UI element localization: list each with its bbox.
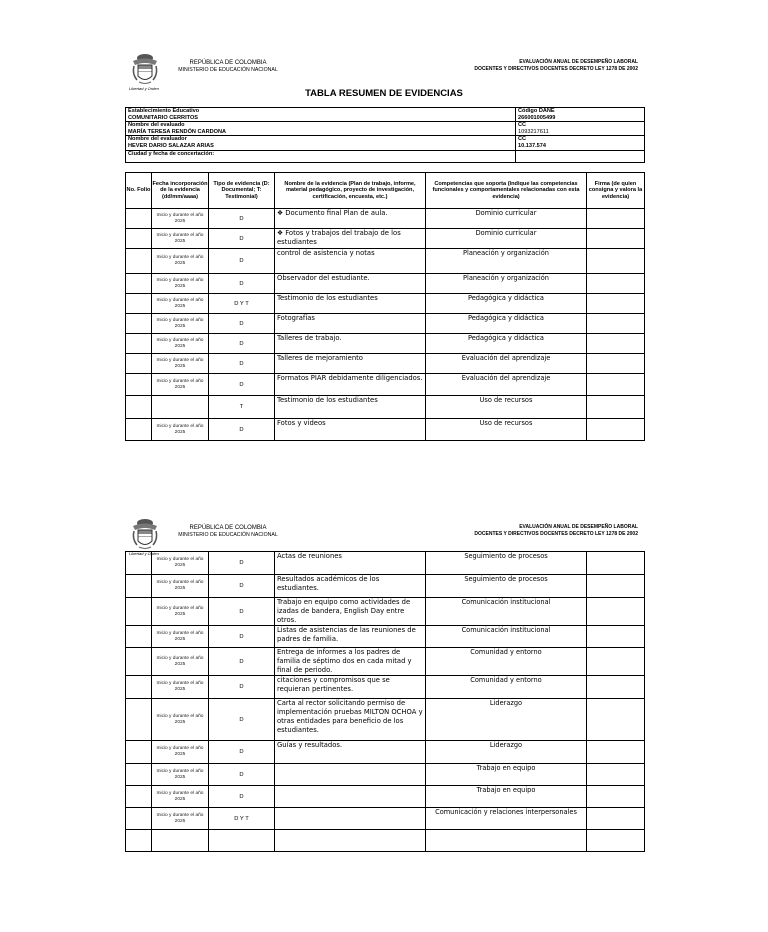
tipo-cell: T — [209, 396, 275, 419]
fecha-cell: Inicio y durante el año 2025 — [152, 786, 209, 808]
firma-cell — [587, 419, 645, 441]
republic-heading — [176, 525, 280, 539]
table-row — [126, 274, 645, 294]
evaluado-label: Nombre del evaluado — [128, 122, 185, 129]
table-row — [126, 419, 645, 441]
folio-cell — [126, 626, 152, 648]
seal-caption: Libertad y Orden — [129, 86, 159, 91]
evidence-table-2 — [125, 551, 645, 852]
nombre-cell: Entrega de informes a los padres de familia de séptimo dos en cada mitad y final de periodo. — [275, 648, 426, 676]
table-row — [126, 626, 645, 648]
tipo-cell: D — [209, 626, 275, 648]
tipo-cell: D — [209, 575, 275, 598]
firma-cell — [587, 699, 645, 741]
tipo-cell: D — [209, 419, 275, 441]
competencia-cell: Pedagógica y didáctica — [426, 314, 587, 334]
folio-cell — [126, 374, 152, 396]
nombre-cell: Guías y resultados. — [275, 741, 426, 764]
competencia-cell: Planeación y organización — [426, 274, 587, 294]
folio-cell — [126, 396, 152, 419]
folio-cell — [126, 699, 152, 741]
fecha-cell: Inicio y durante el año 2025 — [152, 552, 209, 575]
competencia-cell: Liderazgo — [426, 699, 587, 741]
competencia-cell: Trabajo en equipo — [426, 786, 587, 808]
nombre-cell: Actas de reuniones — [275, 552, 426, 575]
dane-label: Código DANE — [518, 108, 555, 114]
folio-cell — [126, 229, 152, 249]
firma-cell — [587, 229, 645, 249]
fecha-cell: Inicio y durante el año 2025 — [152, 699, 209, 741]
tipo-cell: D — [209, 598, 275, 626]
evaluation-heading — [474, 524, 638, 538]
table-row — [126, 808, 645, 830]
competencia-cell: Seguimiento de procesos — [426, 552, 587, 575]
table-row — [126, 229, 645, 249]
header-nombre: Nombre de la evidencia (Plan de trabajo, informe, material pedagógico, proyecto de investigación, certificación, encuesta, etc.) — [275, 173, 426, 209]
firma-cell — [587, 648, 645, 676]
tipo-cell: D — [209, 699, 275, 741]
seal-caption: Libertad y Orden — [129, 551, 159, 556]
header-competencias: Competencias que soporta (Indique las competencias funcionales y comportamentales relacionadas con esta evidencia) — [426, 173, 587, 209]
competencia-cell: Evaluación del aprendizaje — [426, 354, 587, 374]
fecha-cell — [152, 830, 209, 852]
evaluador-label: Nombre del evaluador — [128, 136, 187, 143]
firma-cell — [587, 374, 645, 396]
dane-value: 266001005499 — [518, 114, 556, 121]
ciudad-cell — [126, 150, 516, 162]
page-1 — [0, 52, 768, 92]
coat-of-arms-icon — [130, 517, 160, 553]
competencia-cell — [426, 830, 587, 852]
fecha-cell: Inicio y durante el año 2025 — [152, 314, 209, 334]
table-row — [126, 575, 645, 598]
firma-cell — [587, 830, 645, 852]
table-row — [126, 648, 645, 676]
table-row — [126, 552, 645, 575]
firma-cell — [587, 741, 645, 764]
evaluation-heading — [474, 59, 638, 73]
folio-cell — [126, 294, 152, 314]
firma-cell — [587, 676, 645, 699]
competencia-cell: Dominio curricular — [426, 209, 587, 229]
info-table — [125, 107, 645, 163]
cc2-value: 10.137.574 — [518, 142, 546, 149]
dane-cell — [516, 108, 645, 122]
header-tipo: Tipo de evidencia (D: Documental; T: Testimonial) — [209, 173, 275, 209]
fecha-cell: Inicio y durante el año 2025 — [152, 229, 209, 249]
fecha-cell — [152, 396, 209, 419]
header-folio: No. Folio — [126, 173, 152, 209]
folio-cell — [126, 334, 152, 354]
evaluation-line-1: EVALUACIÓN ANUAL DE DESEMPEÑO LABORAL — [519, 59, 638, 65]
evaluador-value: HEVER DARIO SALAZAR ARIAS — [128, 142, 214, 149]
tipo-cell: D — [209, 764, 275, 786]
competencia-cell: Liderazgo — [426, 741, 587, 764]
nombre-cell: Formatos PIAR debidamente diligenciados. — [275, 374, 426, 396]
nombre-cell: Observador del estudiante. — [275, 274, 426, 294]
table-row — [126, 249, 645, 274]
firma-cell — [587, 294, 645, 314]
firma-cell — [587, 274, 645, 294]
fecha-cell: Inicio y durante el año 2025 — [152, 334, 209, 354]
competencia-cell: Comunicación y relaciones interpersonales — [426, 808, 587, 830]
tipo-cell: D — [209, 249, 275, 274]
firma-cell — [587, 249, 645, 274]
competencia-cell: Pedagógica y didáctica — [426, 294, 587, 314]
table-row — [126, 374, 645, 396]
ciudad-empty-cell — [516, 150, 645, 162]
tipo-cell: D Y T — [209, 808, 275, 830]
fecha-cell: Inicio y durante el año 2025 — [152, 626, 209, 648]
folio-cell — [126, 764, 152, 786]
table-row — [126, 294, 645, 314]
competencia-cell: Comunidad y entorno — [426, 648, 587, 676]
folio-cell — [126, 314, 152, 334]
nombre-cell: control de asistencia y notas — [275, 249, 426, 274]
competencia-cell: Seguimiento de procesos — [426, 575, 587, 598]
tipo-cell: D — [209, 786, 275, 808]
nombre-cell: Testimonio de los estudiantes — [275, 294, 426, 314]
tipo-cell: D — [209, 229, 275, 249]
nombre-cell: Resultados académicos de los estudiantes. — [275, 575, 426, 598]
tipo-cell: D — [209, 314, 275, 334]
table-row — [126, 699, 645, 741]
ministry-name: MINISTERIO DE EDUCACIÓN NACIONAL — [178, 67, 278, 73]
fecha-cell: Inicio y durante el año 2025 — [152, 648, 209, 676]
firma-cell — [587, 396, 645, 419]
page-header — [0, 52, 768, 92]
fecha-cell: Inicio y durante el año 2025 — [152, 808, 209, 830]
cc1-label: CC — [518, 122, 527, 129]
fecha-cell: Inicio y durante el año 2025 — [152, 209, 209, 229]
folio-cell — [126, 598, 152, 626]
header-firma: Firma (de quien consigna y valora la evidencia) — [587, 173, 645, 209]
fecha-cell: Inicio y durante el año 2025 — [152, 354, 209, 374]
nombre-cell: Carta al rector solicitando permiso de implementación pruebas MILTON OCHOA y otras entidades para beneficio de los estudiantes. — [275, 699, 426, 741]
competencia-cell: Pedagógica y didáctica — [426, 334, 587, 354]
table-row — [126, 830, 645, 852]
firma-cell — [587, 354, 645, 374]
table-row — [126, 334, 645, 354]
firma-cell — [587, 626, 645, 648]
competencia-cell: Comunicación institucional — [426, 598, 587, 626]
republic-name: REPÚBLICA DE COLOMBIA — [189, 525, 267, 531]
competencia-cell: Comunidad y entorno — [426, 676, 587, 699]
fecha-cell: Inicio y durante el año 2025 — [152, 374, 209, 396]
nombre-cell: Trabajo en equipo como actividades de izadas de bandera, English Day entre otros. — [275, 598, 426, 626]
tipo-cell — [209, 830, 275, 852]
competencia-cell: Uso de recursos — [426, 419, 587, 441]
header-fecha: Fecha incorporación de la evidencia (dd/mm/aaaa) — [152, 173, 209, 209]
folio-cell — [126, 419, 152, 441]
folio-cell — [126, 274, 152, 294]
fecha-cell: Inicio y durante el año 2025 — [152, 741, 209, 764]
table-row — [126, 786, 645, 808]
firma-cell — [587, 764, 645, 786]
folio-cell — [126, 676, 152, 699]
folio-cell — [126, 575, 152, 598]
table-row — [126, 314, 645, 334]
ciudad-label: Ciudad y fecha de concertación: — [128, 150, 215, 157]
competencia-cell: Trabajo en equipo — [426, 764, 587, 786]
competencia-cell: Uso de recursos — [426, 396, 587, 419]
table-row — [126, 676, 645, 699]
nombre-cell — [275, 786, 426, 808]
nombre-cell — [275, 830, 426, 852]
folio-cell — [126, 249, 152, 274]
fecha-cell: Inicio y durante el año 2025 — [152, 249, 209, 274]
cc1-cell — [516, 122, 645, 136]
fecha-cell: Inicio y durante el año 2025 — [152, 676, 209, 699]
competencia-cell: Comunicación institucional — [426, 626, 587, 648]
evaluation-line-2: DOCENTES Y DIRECTIVOS DOCENTES DECRETO LEY 1278 DE 2002 — [474, 531, 638, 537]
tipo-cell: D — [209, 374, 275, 396]
folio-cell — [126, 209, 152, 229]
evaluation-line-2: DOCENTES Y DIRECTIVOS DOCENTES DECRETO LEY 1278 DE 2002 — [474, 66, 638, 72]
table-row — [126, 354, 645, 374]
nombre-cell: citaciones y compromisos que se requieran pertinentes. — [275, 676, 426, 699]
firma-cell — [587, 808, 645, 830]
fecha-cell: Inicio y durante el año 2025 — [152, 274, 209, 294]
evaluador-cell — [126, 136, 516, 150]
evaluation-line-1: EVALUACIÓN ANUAL DE DESEMPEÑO LABORAL — [519, 524, 638, 530]
nombre-cell — [275, 808, 426, 830]
firma-cell — [587, 552, 645, 575]
establecimiento-value: COMUNITARIO CERRITOS — [128, 114, 199, 121]
nombre-cell: ❖ Documento final Plan de aula. — [275, 209, 426, 229]
competencia-cell: Evaluación del aprendizaje — [426, 374, 587, 396]
fecha-cell: Inicio y durante el año 2025 — [152, 294, 209, 314]
table-row — [126, 741, 645, 764]
folio-cell — [126, 830, 152, 852]
tipo-cell: D — [209, 334, 275, 354]
firma-cell — [587, 598, 645, 626]
fecha-cell: Inicio y durante el año 2025 — [152, 575, 209, 598]
nombre-cell: Listas de asistencias de las reuniones de padres de familia. — [275, 626, 426, 648]
firma-cell — [587, 786, 645, 808]
nombre-cell: Talleres de mejoramiento — [275, 354, 426, 374]
fecha-cell: Inicio y durante el año 2025 — [152, 598, 209, 626]
republic-name: REPÚBLICA DE COLOMBIA — [189, 60, 267, 66]
nombre-cell: ❖ Fotos y trabajos del trabajo de los estudiantes — [275, 229, 426, 249]
coat-of-arms-icon — [130, 52, 160, 88]
nombre-cell: Fotografías — [275, 314, 426, 334]
evaluado-value: MARÍA TERESA RENDÓN CARDONA — [128, 128, 227, 135]
table-row — [126, 764, 645, 786]
establecimiento-label: Establecimiento Educativo — [128, 108, 200, 114]
ministry-name: MINISTERIO DE EDUCACIÓN NACIONAL — [178, 532, 278, 538]
folio-cell — [126, 786, 152, 808]
folio-cell — [126, 741, 152, 764]
nombre-cell: Talleres de trabajo. — [275, 334, 426, 354]
tipo-cell: D — [209, 209, 275, 229]
table-row — [126, 209, 645, 229]
firma-cell — [587, 314, 645, 334]
folio-cell — [126, 354, 152, 374]
evaluado-cell — [126, 122, 516, 136]
table-row — [126, 396, 645, 419]
tipo-cell: D — [209, 552, 275, 575]
establecimiento-cell — [126, 108, 516, 122]
competencia-cell: Planeación y organización — [426, 249, 587, 274]
firma-cell — [587, 575, 645, 598]
cc2-cell — [516, 136, 645, 150]
tipo-cell: D — [209, 274, 275, 294]
tipo-cell: D — [209, 648, 275, 676]
competencia-cell: Dominio curricular — [426, 229, 587, 249]
nombre-cell: Fotos y videos — [275, 419, 426, 441]
tipo-cell: D — [209, 676, 275, 699]
folio-cell — [126, 648, 152, 676]
cc2-label: CC — [518, 136, 527, 143]
tipo-cell: D Y T — [209, 294, 275, 314]
nombre-cell — [275, 764, 426, 786]
evidence-table-1 — [125, 172, 645, 441]
tipo-cell: D — [209, 354, 275, 374]
page-title: TABLA RESUMEN DE EVIDENCIAS — [305, 88, 463, 99]
folio-cell — [126, 552, 152, 575]
folio-cell — [126, 808, 152, 830]
fecha-cell: Inicio y durante el año 2025 — [152, 419, 209, 441]
republic-heading — [176, 60, 280, 74]
table-row — [126, 598, 645, 626]
tipo-cell: D — [209, 741, 275, 764]
cc1-value: 1093217611 — [518, 128, 549, 135]
fecha-cell: Inicio y durante el año 2025 — [152, 764, 209, 786]
firma-cell — [587, 334, 645, 354]
nombre-cell: Testimonio de los estudiantes — [275, 396, 426, 419]
firma-cell — [587, 209, 645, 229]
